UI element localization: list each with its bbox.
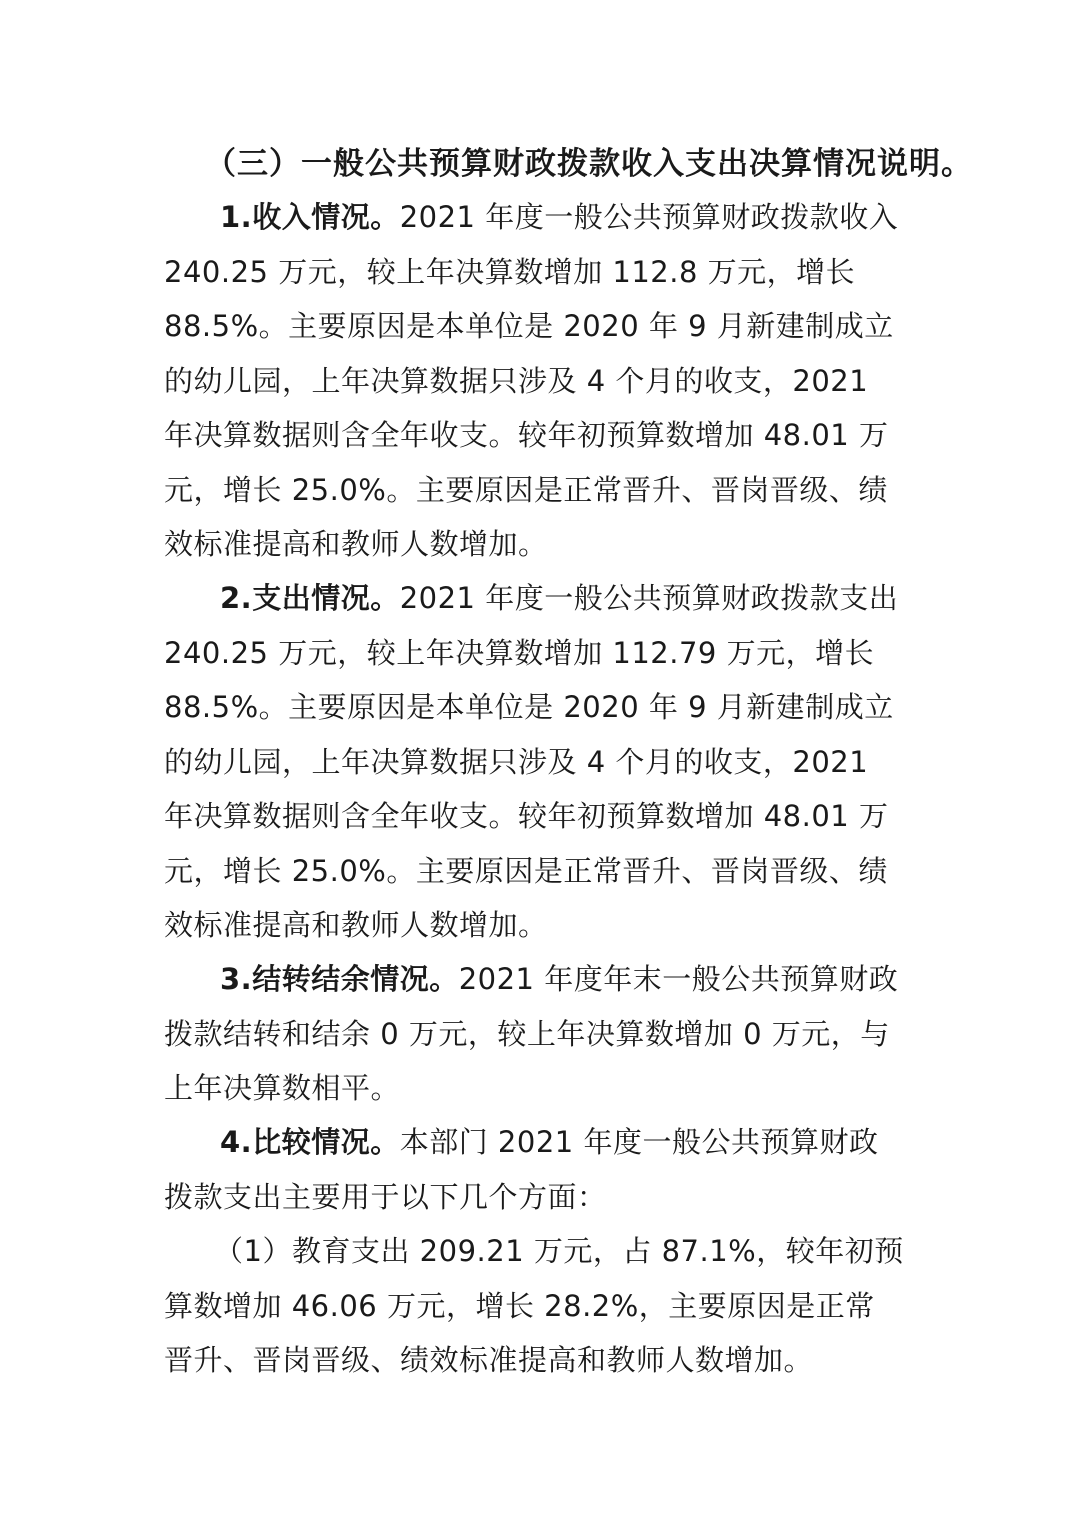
paragraph-lead: 3.结转结余情况。 <box>220 962 459 996</box>
paragraph-income <box>164 190 904 572</box>
paragraph-lead: 2.支出情况。 <box>220 581 400 615</box>
paragraph-lead: 1.收入情况。 <box>220 200 400 234</box>
paragraph-carryover <box>164 952 904 1116</box>
paragraph-body: 2021 年度一般公共预算财政拨款支出 240.25 万元，较上年决算数增加 112.79 万元，增长 88.5%。主要原因是本单位是 2020 年 9 月新建制成立的幼儿园，上年决算数据只涉及 4 个月的收支，2021 年决算数据则含全年收支。较年初预算数增加 48.01 万元，增长 25.0%。主要原因是正常晋升、晋岗晋级、绩效标准提高和教师人数增加。 <box>164 581 899 942</box>
paragraph-body: 2021 年度年末一般公共预算财政拨款结转和结余 0 万元，较上年决算数增加 0 万元，与上年决算数相平。 <box>164 962 899 1105</box>
paragraph-body: 2021 年度一般公共预算财政拨款收入 240.25 万元，较上年决算数增加 112.8 万元，增长 88.5%。主要原因是本单位是 2020 年 9 月新建制成立的幼儿园，上年决算数据只涉及 4 个月的收支，2021 年决算数据则含全年收支。较年初预算数增加 48.01 万元，增长 25.0%。主要原因是正常晋升、晋岗晋级、绩效标准提高和教师人数增加。 <box>164 200 899 561</box>
paragraph-comparison <box>164 1115 904 1224</box>
section-title: （三）一般公共预算财政拨款收入支出决算情况说明。 <box>205 146 973 182</box>
paragraph-expenditure <box>164 571 904 953</box>
paragraph-education-item <box>164 1224 904 1388</box>
paragraph-body: （1）教育支出 209.21 万元，占 87.1%，较年初预算数增加 46.06 万元，增长 28.2%，主要原因是正常晋升、晋岗晋级、绩效标准提高和教师人数增加。 <box>164 1234 904 1377</box>
paragraph-body: 本部门 2021 年度一般公共预算财政拨款支出主要用于以下几个方面： <box>164 1125 879 1214</box>
paragraph-lead: 4.比较情况。 <box>220 1125 400 1159</box>
